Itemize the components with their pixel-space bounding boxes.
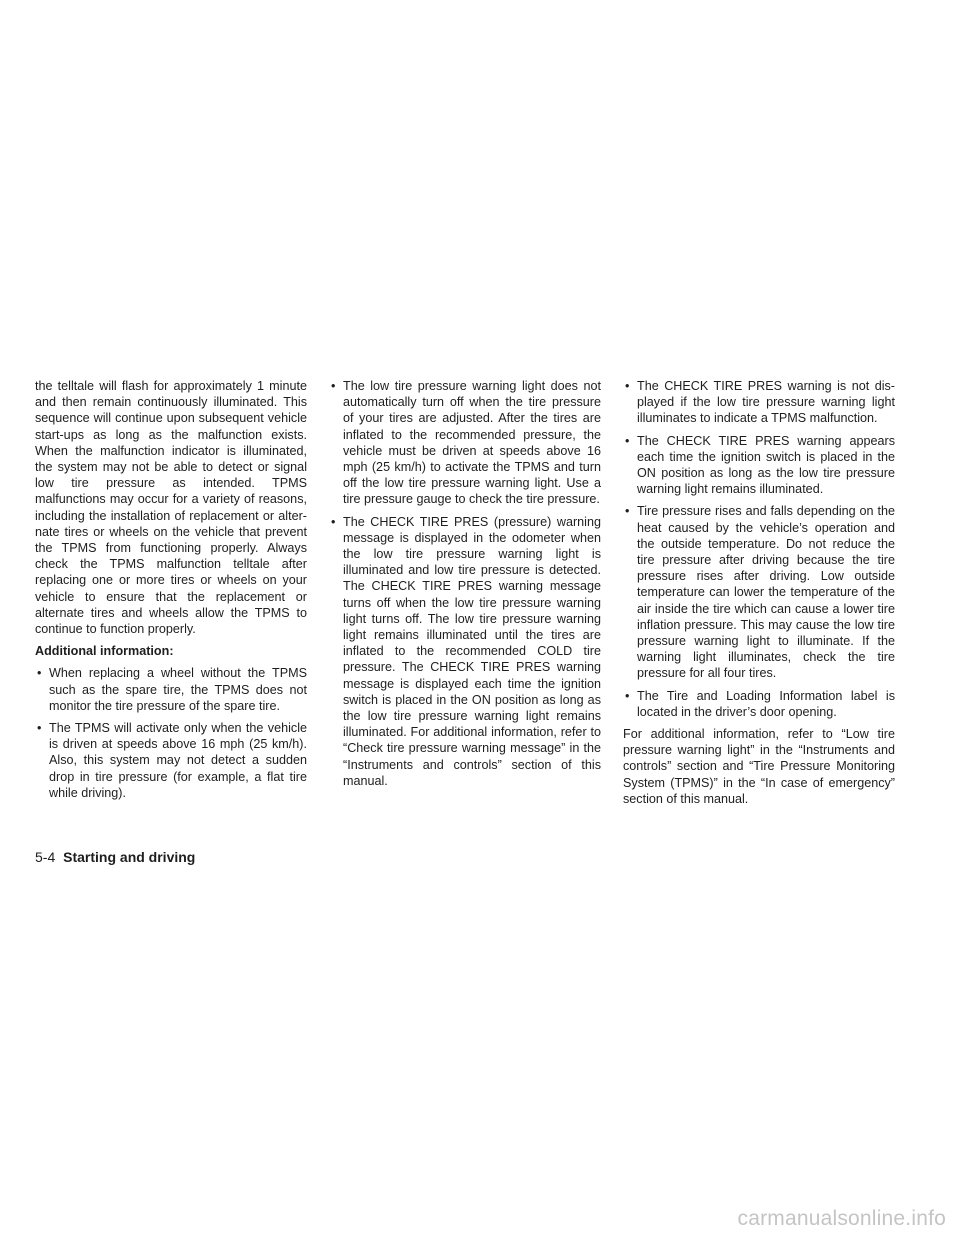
bullet-text: When replacing a wheel without the TPMS such as the spare tire, the TPMS does not monitor the tire pressure of the spare tire. (49, 666, 307, 713)
page-footer (35, 848, 195, 866)
bullet-text: The CHECK TIRE PRES warning is not displayed if the low tire pressure warning light illuminates to indicate a TPMS malfunction. (637, 379, 895, 426)
bullet-text: Tire pressure rises and falls depending on the heat caused by the vehicle’s operation and the outside temperature. Do not reduce the tire pressure after driving because the tire pressure rises after driving. Low outside temperature can lower the temperature of the air inside the tire which can cause a lower tire inflation pressure. This may cause the low tire pressure warning light to illuminate. If the warning light illuminates, check the tire pressure for all four tires. (637, 504, 895, 681)
bullet-glyph: • (37, 721, 42, 736)
bullet-glyph: • (625, 504, 630, 519)
bullet-glyph: • (37, 666, 42, 681)
bullet-item (623, 688, 895, 720)
heading-additional-information: Additional information: (35, 644, 174, 659)
bullet-list-left (35, 665, 307, 801)
bullet-glyph: • (625, 433, 630, 448)
bullet-list-middle (329, 378, 601, 789)
bullet-text: The CHECK TIRE PRES (pressure) warning message is displayed in the odometer when the low tire pressure warning light is illuminated and low tire pressure is detected. The CHECK TIRE PRES warning message turns off when the low tire pressure warning light turns off. The low tire pressure warning light remains illuminated until the tires are inflated to the recommended COLD tire pressure. The CHECK TIRE PRES warning message is displayed each time the ignition switch is placed in the ON position as long as the low tire pressure warning light remains illuminated. For additional information, refer to “Check tire pressure warning message” in the “Instruments and controls” section of this manual. (343, 514, 601, 788)
bullet-glyph: • (331, 379, 336, 393)
paragraph-closing: For additional information, refer to “Low tire pressure warning light” in the “Instruments and controls” section and “Tire Pressure Monitoring System (TPMS)” in the “In case of emergency” section of this manual. (623, 727, 895, 806)
watermark: carmanualsonline.info (737, 1207, 946, 1230)
bullet-item (329, 514, 601, 789)
text-column-middle (329, 378, 601, 795)
bullet-item (35, 665, 307, 714)
text-column-right (623, 378, 895, 813)
bullet-glyph: • (625, 379, 630, 393)
paragraph-intro: the telltale will flash for approximately 1 minute and then remain continuously illuminated. This sequence will continue upon subsequent vehicle start-ups as long as the malfunction exists. When the malfunction indicator is illuminated, the system may not be able to detect or signal low tire pressure as intended. TPMS malfunctions may occur for a variety of reasons, including the installation of replacement or alternate tires or wheels on the vehicle that prevent the TPMS from functioning properly. Always check the TPMS malfunction telltale after replacing one or more tires or wheels on your vehicle to ensure that the replacement or alternate tires and wheels allow the TPMS to continue to function properly. (35, 379, 307, 637)
bullet-item (35, 720, 307, 801)
section-title: Starting and driving (63, 849, 196, 865)
bullet-text: The Tire and Loading Information label is located in the driver’s door opening. (637, 688, 895, 719)
bullet-item (329, 378, 601, 508)
bullet-glyph: • (331, 514, 336, 529)
bullet-item (623, 378, 895, 427)
bullet-item (623, 503, 895, 681)
text-column-left (35, 378, 307, 807)
bullet-text: The TPMS will activate only when the vehicle is driven at speeds above 16 mph (25 km/h). Also, this system may not detect a sudden drop in tire pressure (for example, a flat tire while driving). (49, 721, 307, 800)
bullet-list-right (623, 378, 895, 720)
bullet-text: The CHECK TIRE PRES warning appears each time the ignition switch is placed in the ON position as long as the low tire pressure warning light remains illuminated. (637, 433, 895, 497)
bullet-item (623, 433, 895, 498)
bullet-glyph: • (625, 688, 630, 703)
page-number: 5-4 (35, 849, 56, 865)
bullet-text: The low tire pressure warning light does not automatically turn off when the tire pressure of your tires are adjusted. After the tires are inflated to the recommended pressure, the vehicle must be driven at speeds above 16 mph (25 km/h) to activate the TPMS and turn off the low tire pressure warning light. Use a tire pressure gauge to check the tire pressure. (343, 379, 601, 507)
